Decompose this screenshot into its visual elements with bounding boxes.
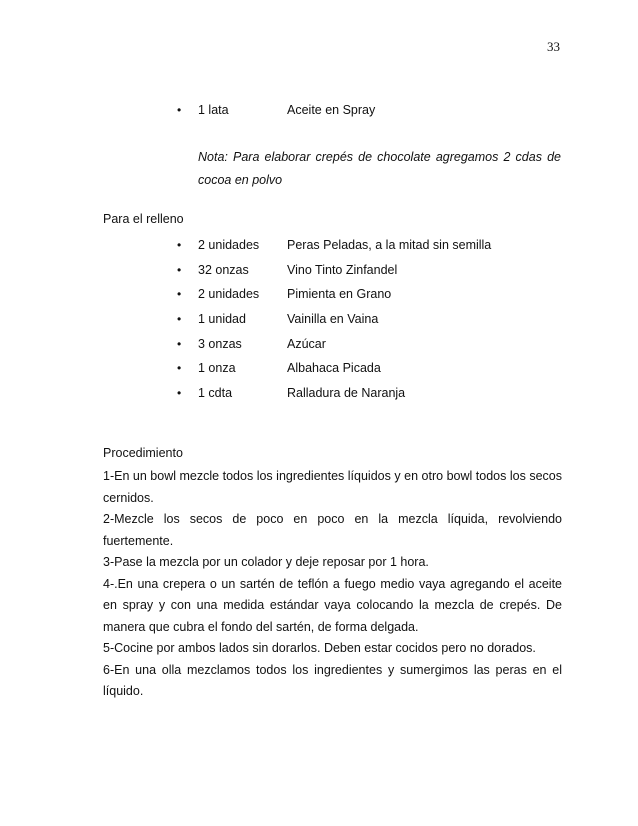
page-number: 33 [547,39,560,54]
procedure-step: 6-En una olla mezclamos todos los ingredientes y sumergimos las peras en el líquido. [103,662,562,698]
procedure-step: 1-En un bowl mezcle todos los ingredientes líquidos y en otro bowl todos los secos cernidos. [103,469,562,505]
procedure-step: 3-Pase la mezcla por un colador y deje reposar por 1 hora. [103,555,429,569]
bullet-icon: • [177,262,182,277]
ingredient-quantity: 1 onza [198,361,236,376]
ingredient-name: Albahaca Picada [287,361,381,376]
bullet-icon: • [177,238,182,252]
ingredient-quantity: 1 lata [198,103,229,117]
ingredient-quantity: 32 onzas [198,262,249,277]
ingredient-quantity: 2 unidades [198,238,260,252]
procedure-heading: Procedimiento [103,446,183,460]
ingredient-name: Peras Peladas, a la mitad sin semilla [287,238,492,252]
ingredient-quantity: 1 unidad [198,312,246,327]
bullet-icon: • [177,287,182,302]
ingredient-name: Aceite en Spray [287,103,376,117]
ingredient-name: Vainilla en Vaina [287,312,379,327]
recipe-note: Nota: Para elaborar crepés de chocolate agregamos 2 cdas de cocoa en polvo [198,150,561,187]
procedure-steps [103,466,562,703]
procedure-step: 2-Mezcle los secos de poco en poco en la mezcla líquida, revolviendo fuertemente. [103,512,562,548]
ingredient-quantity: 1 cdta [198,386,233,401]
procedure-step: 5-Cocine por ambos lados sin dorarlos. Deben estar cocidos pero no dorados. [103,641,536,655]
bullet-icon: • [177,312,182,327]
ingredient-name: Azúcar [287,336,326,351]
ingredient-name: Ralladura de Naranja [287,386,406,401]
procedure-step: 4-.En una crepera o un sartén de teflón a fuego medio vaya agregando el aceite en spray y con una medida estándar vaya colocando la mezcla de crepés. De manera que cubra el fondo del sartén, de forma delgada. [103,576,562,634]
filling-heading: Para el relleno [103,212,184,226]
ingredient-name: Pimienta en Grano [287,287,392,302]
bullet-icon: • [177,336,182,351]
bullet-icon: • [177,361,182,376]
ingredient-quantity: 2 unidades [198,287,260,302]
bullet-icon: • [177,386,182,401]
ingredient-name: Vino Tinto Zinfandel [287,262,398,277]
bullet-icon: • [177,103,182,117]
ingredient-quantity: 3 onzas [198,336,242,351]
